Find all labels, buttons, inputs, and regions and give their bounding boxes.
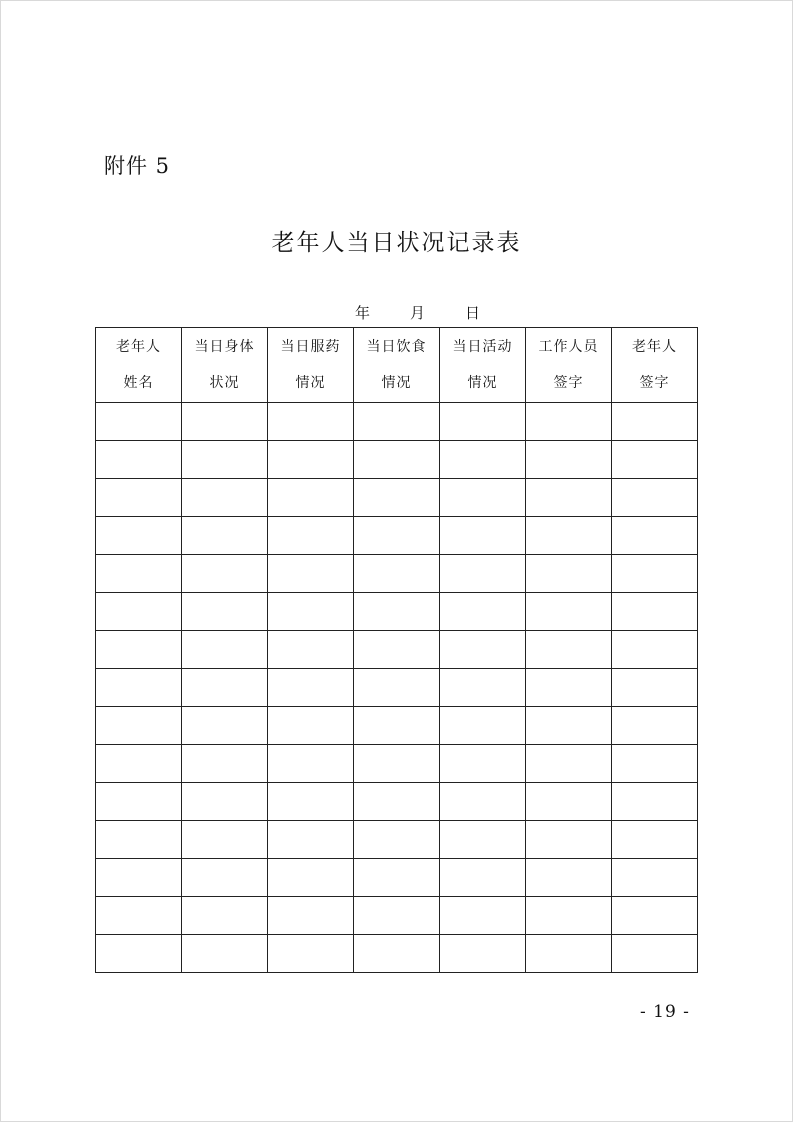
header-line: 状况 — [209, 375, 240, 391]
page-title: 老年人当日状况记录表 — [271, 230, 522, 256]
table-cell[interactable] — [612, 631, 698, 669]
table-row — [96, 593, 698, 631]
table-cell[interactable] — [182, 555, 268, 593]
table-cell[interactable] — [182, 745, 268, 783]
table-cell[interactable] — [96, 783, 182, 821]
table-cell[interactable] — [440, 555, 526, 593]
table-cell[interactable] — [96, 821, 182, 859]
table-cell[interactable] — [354, 859, 440, 897]
header-line: 签字 — [553, 375, 584, 391]
table-cell[interactable] — [526, 935, 612, 973]
table-cell[interactable] — [440, 593, 526, 631]
table-cell[interactable] — [182, 669, 268, 707]
table-cell[interactable] — [440, 821, 526, 859]
table-row — [96, 517, 698, 555]
header-elder-signature — [612, 328, 698, 403]
record-table-body — [96, 403, 698, 973]
table-cell[interactable] — [612, 707, 698, 745]
header-line: 工作人员 — [538, 339, 599, 355]
date-month-label: 月 — [410, 304, 426, 322]
table-cell[interactable] — [612, 897, 698, 935]
table-cell[interactable] — [526, 555, 612, 593]
table-cell[interactable] — [182, 441, 268, 479]
table-cell[interactable] — [526, 441, 612, 479]
table-cell[interactable] — [182, 935, 268, 973]
table-cell[interactable] — [182, 593, 268, 631]
table-cell[interactable] — [268, 517, 354, 555]
table-row — [96, 821, 698, 859]
header-line: 当日服药 — [280, 339, 341, 355]
table-cell[interactable] — [182, 707, 268, 745]
table-cell[interactable] — [96, 935, 182, 973]
table-cell[interactable] — [612, 821, 698, 859]
table-cell[interactable] — [268, 479, 354, 517]
table-cell[interactable] — [526, 859, 612, 897]
table-cell[interactable] — [268, 859, 354, 897]
table-cell[interactable] — [526, 783, 612, 821]
header-activity — [440, 328, 526, 403]
table-cell[interactable] — [354, 517, 440, 555]
table-row — [96, 441, 698, 479]
table-cell[interactable] — [182, 517, 268, 555]
table-cell[interactable] — [354, 897, 440, 935]
header-line: 当日活动 — [452, 339, 513, 355]
table-cell[interactable] — [440, 935, 526, 973]
table-cell[interactable] — [440, 441, 526, 479]
table-cell[interactable] — [182, 403, 268, 441]
table-cell[interactable] — [354, 403, 440, 441]
table-cell[interactable] — [526, 897, 612, 935]
table-cell[interactable] — [440, 707, 526, 745]
table-cell[interactable] — [526, 631, 612, 669]
table-row — [96, 707, 698, 745]
table-cell[interactable] — [526, 593, 612, 631]
header-diet — [354, 328, 440, 403]
table-cell[interactable] — [612, 593, 698, 631]
table-cell[interactable] — [354, 745, 440, 783]
header-line: 情况 — [295, 375, 326, 391]
header-elder-name — [96, 328, 182, 403]
table-cell[interactable] — [182, 859, 268, 897]
page-number: - 19 - — [640, 1002, 690, 1022]
table-cell[interactable] — [612, 517, 698, 555]
table-cell[interactable] — [268, 669, 354, 707]
table-cell[interactable] — [268, 821, 354, 859]
table-cell[interactable] — [526, 517, 612, 555]
table-row — [96, 403, 698, 441]
header-physical-condition — [182, 328, 268, 403]
table-cell[interactable] — [354, 593, 440, 631]
table-cell[interactable] — [526, 669, 612, 707]
attachment-label: 附件 5 — [104, 154, 171, 178]
table-row — [96, 897, 698, 935]
table-cell[interactable] — [612, 745, 698, 783]
table-cell[interactable] — [268, 897, 354, 935]
table-cell[interactable] — [268, 593, 354, 631]
table-cell[interactable] — [96, 479, 182, 517]
table-row — [96, 631, 698, 669]
table-cell[interactable] — [354, 935, 440, 973]
table-cell[interactable] — [612, 859, 698, 897]
table-cell[interactable] — [96, 745, 182, 783]
table-cell[interactable] — [440, 631, 526, 669]
table-cell[interactable] — [612, 403, 698, 441]
table-cell[interactable] — [182, 897, 268, 935]
date-line — [0, 302, 793, 326]
header-medication — [268, 328, 354, 403]
table-cell[interactable] — [354, 631, 440, 669]
table-cell[interactable] — [440, 669, 526, 707]
header-line: 姓名 — [123, 375, 154, 391]
table-cell[interactable] — [268, 935, 354, 973]
record-table — [95, 327, 698, 973]
table-cell[interactable] — [96, 403, 182, 441]
table-cell[interactable] — [612, 479, 698, 517]
table-cell[interactable] — [182, 631, 268, 669]
table-cell[interactable] — [440, 859, 526, 897]
table-cell[interactable] — [526, 707, 612, 745]
table-cell[interactable] — [96, 441, 182, 479]
date-day-label: 日 — [465, 304, 481, 322]
table-cell[interactable] — [440, 479, 526, 517]
table-cell[interactable] — [440, 897, 526, 935]
header-line: 情况 — [467, 375, 498, 391]
table-cell[interactable] — [96, 707, 182, 745]
table-cell[interactable] — [96, 859, 182, 897]
table-cell[interactable] — [354, 441, 440, 479]
table-cell[interactable] — [354, 669, 440, 707]
table-cell[interactable] — [354, 479, 440, 517]
table-cell[interactable] — [268, 555, 354, 593]
table-row — [96, 783, 698, 821]
table-cell[interactable] — [440, 403, 526, 441]
table-cell[interactable] — [612, 669, 698, 707]
table-cell[interactable] — [182, 821, 268, 859]
table-cell[interactable] — [612, 555, 698, 593]
table-cell[interactable] — [96, 517, 182, 555]
table-cell[interactable] — [354, 821, 440, 859]
header-line: 老年人 — [632, 339, 677, 355]
table-cell[interactable] — [526, 821, 612, 859]
table-row — [96, 745, 698, 783]
table-cell[interactable] — [96, 669, 182, 707]
table-cell[interactable] — [354, 707, 440, 745]
table-cell[interactable] — [526, 479, 612, 517]
table-cell[interactable] — [96, 593, 182, 631]
table-row — [96, 935, 698, 973]
header-line: 老年人 — [116, 339, 161, 355]
table-cell[interactable] — [96, 555, 182, 593]
header-line: 当日身体 — [194, 339, 255, 355]
table-row — [96, 555, 698, 593]
table-cell[interactable] — [96, 897, 182, 935]
table-cell[interactable] — [354, 783, 440, 821]
table-row — [96, 669, 698, 707]
date-year-label: 年 — [355, 304, 371, 322]
table-cell[interactable] — [268, 745, 354, 783]
header-line: 情况 — [381, 375, 412, 391]
table-cell[interactable] — [182, 479, 268, 517]
table-cell[interactable] — [526, 403, 612, 441]
table-cell[interactable] — [268, 783, 354, 821]
table-cell[interactable] — [612, 441, 698, 479]
table-cell[interactable] — [268, 631, 354, 669]
table-row — [96, 479, 698, 517]
table-header-row — [96, 328, 698, 403]
table-cell[interactable] — [440, 783, 526, 821]
table-cell[interactable] — [440, 517, 526, 555]
table-cell[interactable] — [268, 403, 354, 441]
table-cell[interactable] — [612, 935, 698, 973]
table-cell[interactable] — [612, 783, 698, 821]
table-cell[interactable] — [182, 783, 268, 821]
table-cell[interactable] — [268, 707, 354, 745]
header-line: 当日饮食 — [366, 339, 427, 355]
table-row — [96, 859, 698, 897]
table-cell[interactable] — [268, 441, 354, 479]
table-cell[interactable] — [96, 631, 182, 669]
header-line: 签字 — [639, 375, 670, 391]
header-staff-signature — [526, 328, 612, 403]
table-cell[interactable] — [440, 745, 526, 783]
table-cell[interactable] — [354, 555, 440, 593]
table-cell[interactable] — [526, 745, 612, 783]
